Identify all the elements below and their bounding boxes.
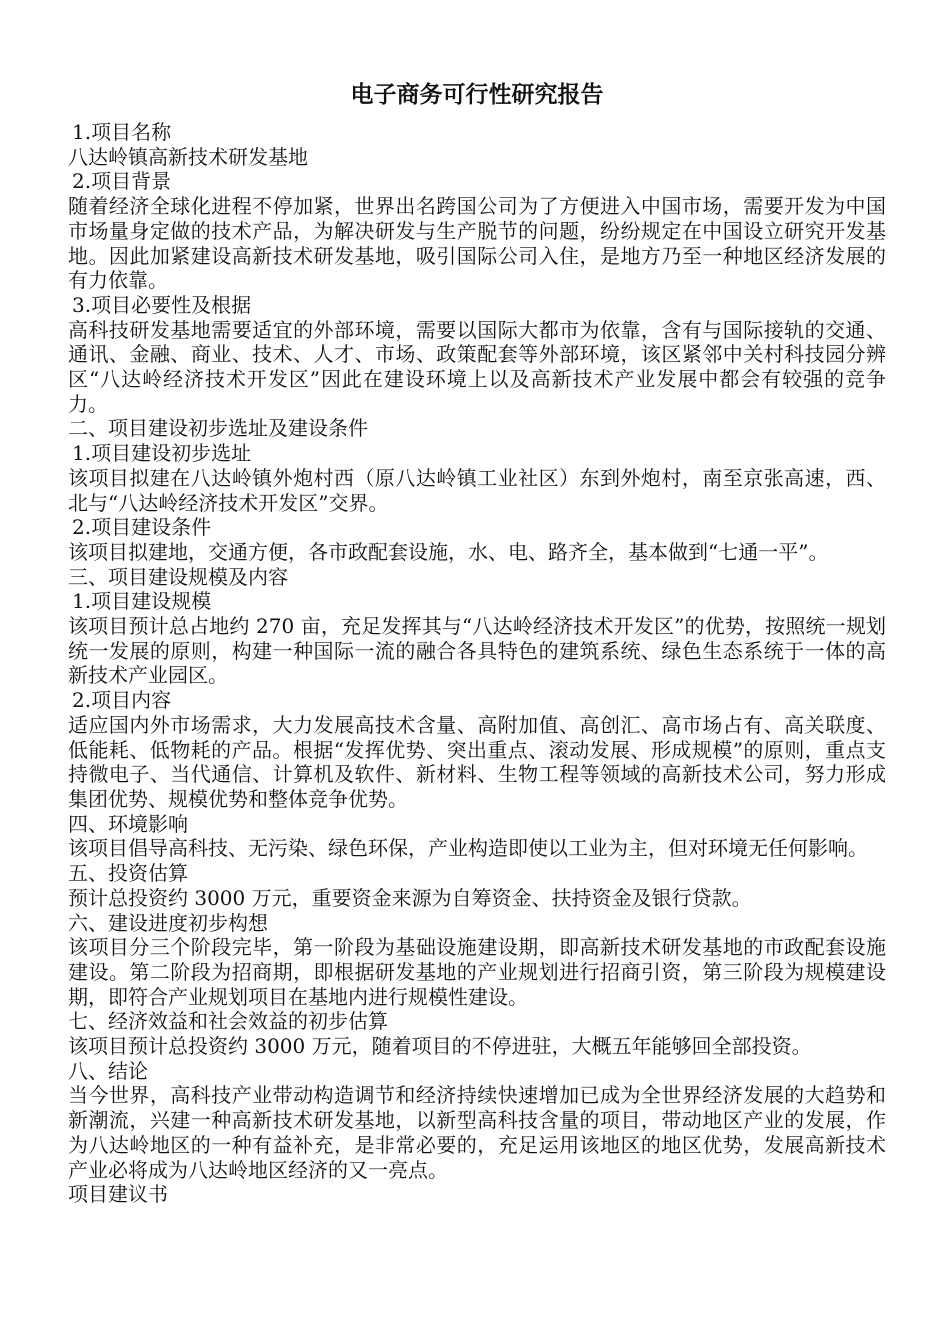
- paragraph: 当今世界，高科技产业带动构造调节和经济持续快速增加已成为全世界经济发展的大趋势和新潮流，兴建一种高新技术研发基地，以新型高科技含量的项目，带动地区产业的发展，作为八达岭地区的一种有益补充，是非常必要的，充足运用该地区的地区优势，发展高新技术产业必将成为八达岭地区经济的又一亮点。: [68, 1083, 886, 1182]
- subsection-heading: 2.项目背景: [72, 169, 172, 194]
- paragraph: 该项目预计总占地约 270 亩，充足发挥其与“八达岭经济技术开发区”的优势，按照统一规划统一发展的原则，构建一种国际一流的融合各具特色的建筑系统、绿色生态系统于一体的高新技术产业园区。: [68, 614, 886, 688]
- paragraph: 高科技研发基地需要适宜的外部环境，需要以国际大都市为依靠，含有与国际接轨的交通、通讯、金融、商业、技术、人才、市场、政策配套等外部环境，该区紧邻中关村科技园分辨区“八达岭经济技术开发区”因此在建设环境上以及高新技术产业发展中都会有较强的竞争力。: [68, 317, 886, 416]
- section-heading: 二、项目建设初步选址及建设条件: [68, 416, 368, 441]
- paragraph: 预计总投资约 3000 万元，重要资金来源为自筹资金、扶持资金及银行贷款。: [68, 885, 752, 910]
- section-heading: 三、项目建设规模及内容: [68, 564, 288, 589]
- section-heading: 项目建议书: [68, 1182, 168, 1207]
- paragraph: 适应国内外市场需求，大力发展高技术含量、高附加值、高创汇、高市场占有、高关联度、低能耗、低物耗的产品。根据“发挥优势、突出重点、滚动发展、形成规模”的原则，重点支持微电子、当代通信、计算机及软件、新材料、生物工程等领域的高新技术公司，努力形成集团优势、规模优势和整体竞争优势。: [68, 712, 886, 811]
- section-heading: 四、环境影响: [68, 811, 188, 836]
- paragraph: 该项目倡导高科技、无污染、绿色环保，产业构造即使以工业为主，但对环境无任何影响。: [68, 836, 868, 861]
- subsection-heading: 1.项目名称: [72, 120, 172, 144]
- paragraph: 该项目分三个阶段完毕，第一阶段为基础设施建设期，即高新技术研发基地的市政配套设施建设。第二阶段为招商期，即根据研发基地的产业规划进行招商引资，第三阶段为规模建设期，即符合产业规划项目在基地内进行规模性建设。: [68, 935, 886, 1009]
- subsection-heading: 3.项目必要性及根据: [72, 292, 252, 317]
- paragraph: 八达岭镇高新技术研发基地: [68, 144, 308, 169]
- section-heading: 八、结论: [68, 1058, 148, 1083]
- subsection-heading: 2.项目建设条件: [72, 515, 212, 540]
- subsection-heading: 2.项目内容: [72, 688, 172, 713]
- subsection-heading: 1.项目建设初步选址: [72, 441, 252, 466]
- document-body: [68, 120, 886, 1207]
- document-title: 电子商务可行性研究报告: [350, 81, 604, 108]
- section-heading: 六、建设进度初步构想: [68, 910, 268, 935]
- paragraph: 该项目拟建地，交通方便，各市政配套设施，水、电、路齐全，基本做到“七通一平”。: [68, 539, 829, 564]
- subsection-heading: 1.项目建设规模: [72, 589, 212, 614]
- section-heading: 七、经济效益和社会效益的初步估算: [68, 1009, 388, 1034]
- paragraph: 该项目拟建在八达岭镇外炮村西（原八达岭镇工业社区）东到外炮村，南至京张高速，西、北与“八达岭经济技术开发区”交界。: [68, 465, 886, 515]
- paragraph: 该项目预计总投资约 3000 万元，随着项目的不停进驻，大概五年能够回全部投资。: [68, 1034, 812, 1059]
- document-page: [68, 80, 886, 1207]
- paragraph: 随着经济全球化进程不停加紧，世界出名跨国公司为了方便进入中国市场，需要开发为中国市场量身定做的技术产品，为解决研发与生产脱节的问题，纷纷规定在中国设立研究开发基地。因此加紧建设高新技术研发基地，吸引国际公司入住，是地方乃至一种地区经济发展的有力依靠。: [68, 194, 886, 293]
- section-heading: 五、投资估算: [68, 861, 188, 886]
